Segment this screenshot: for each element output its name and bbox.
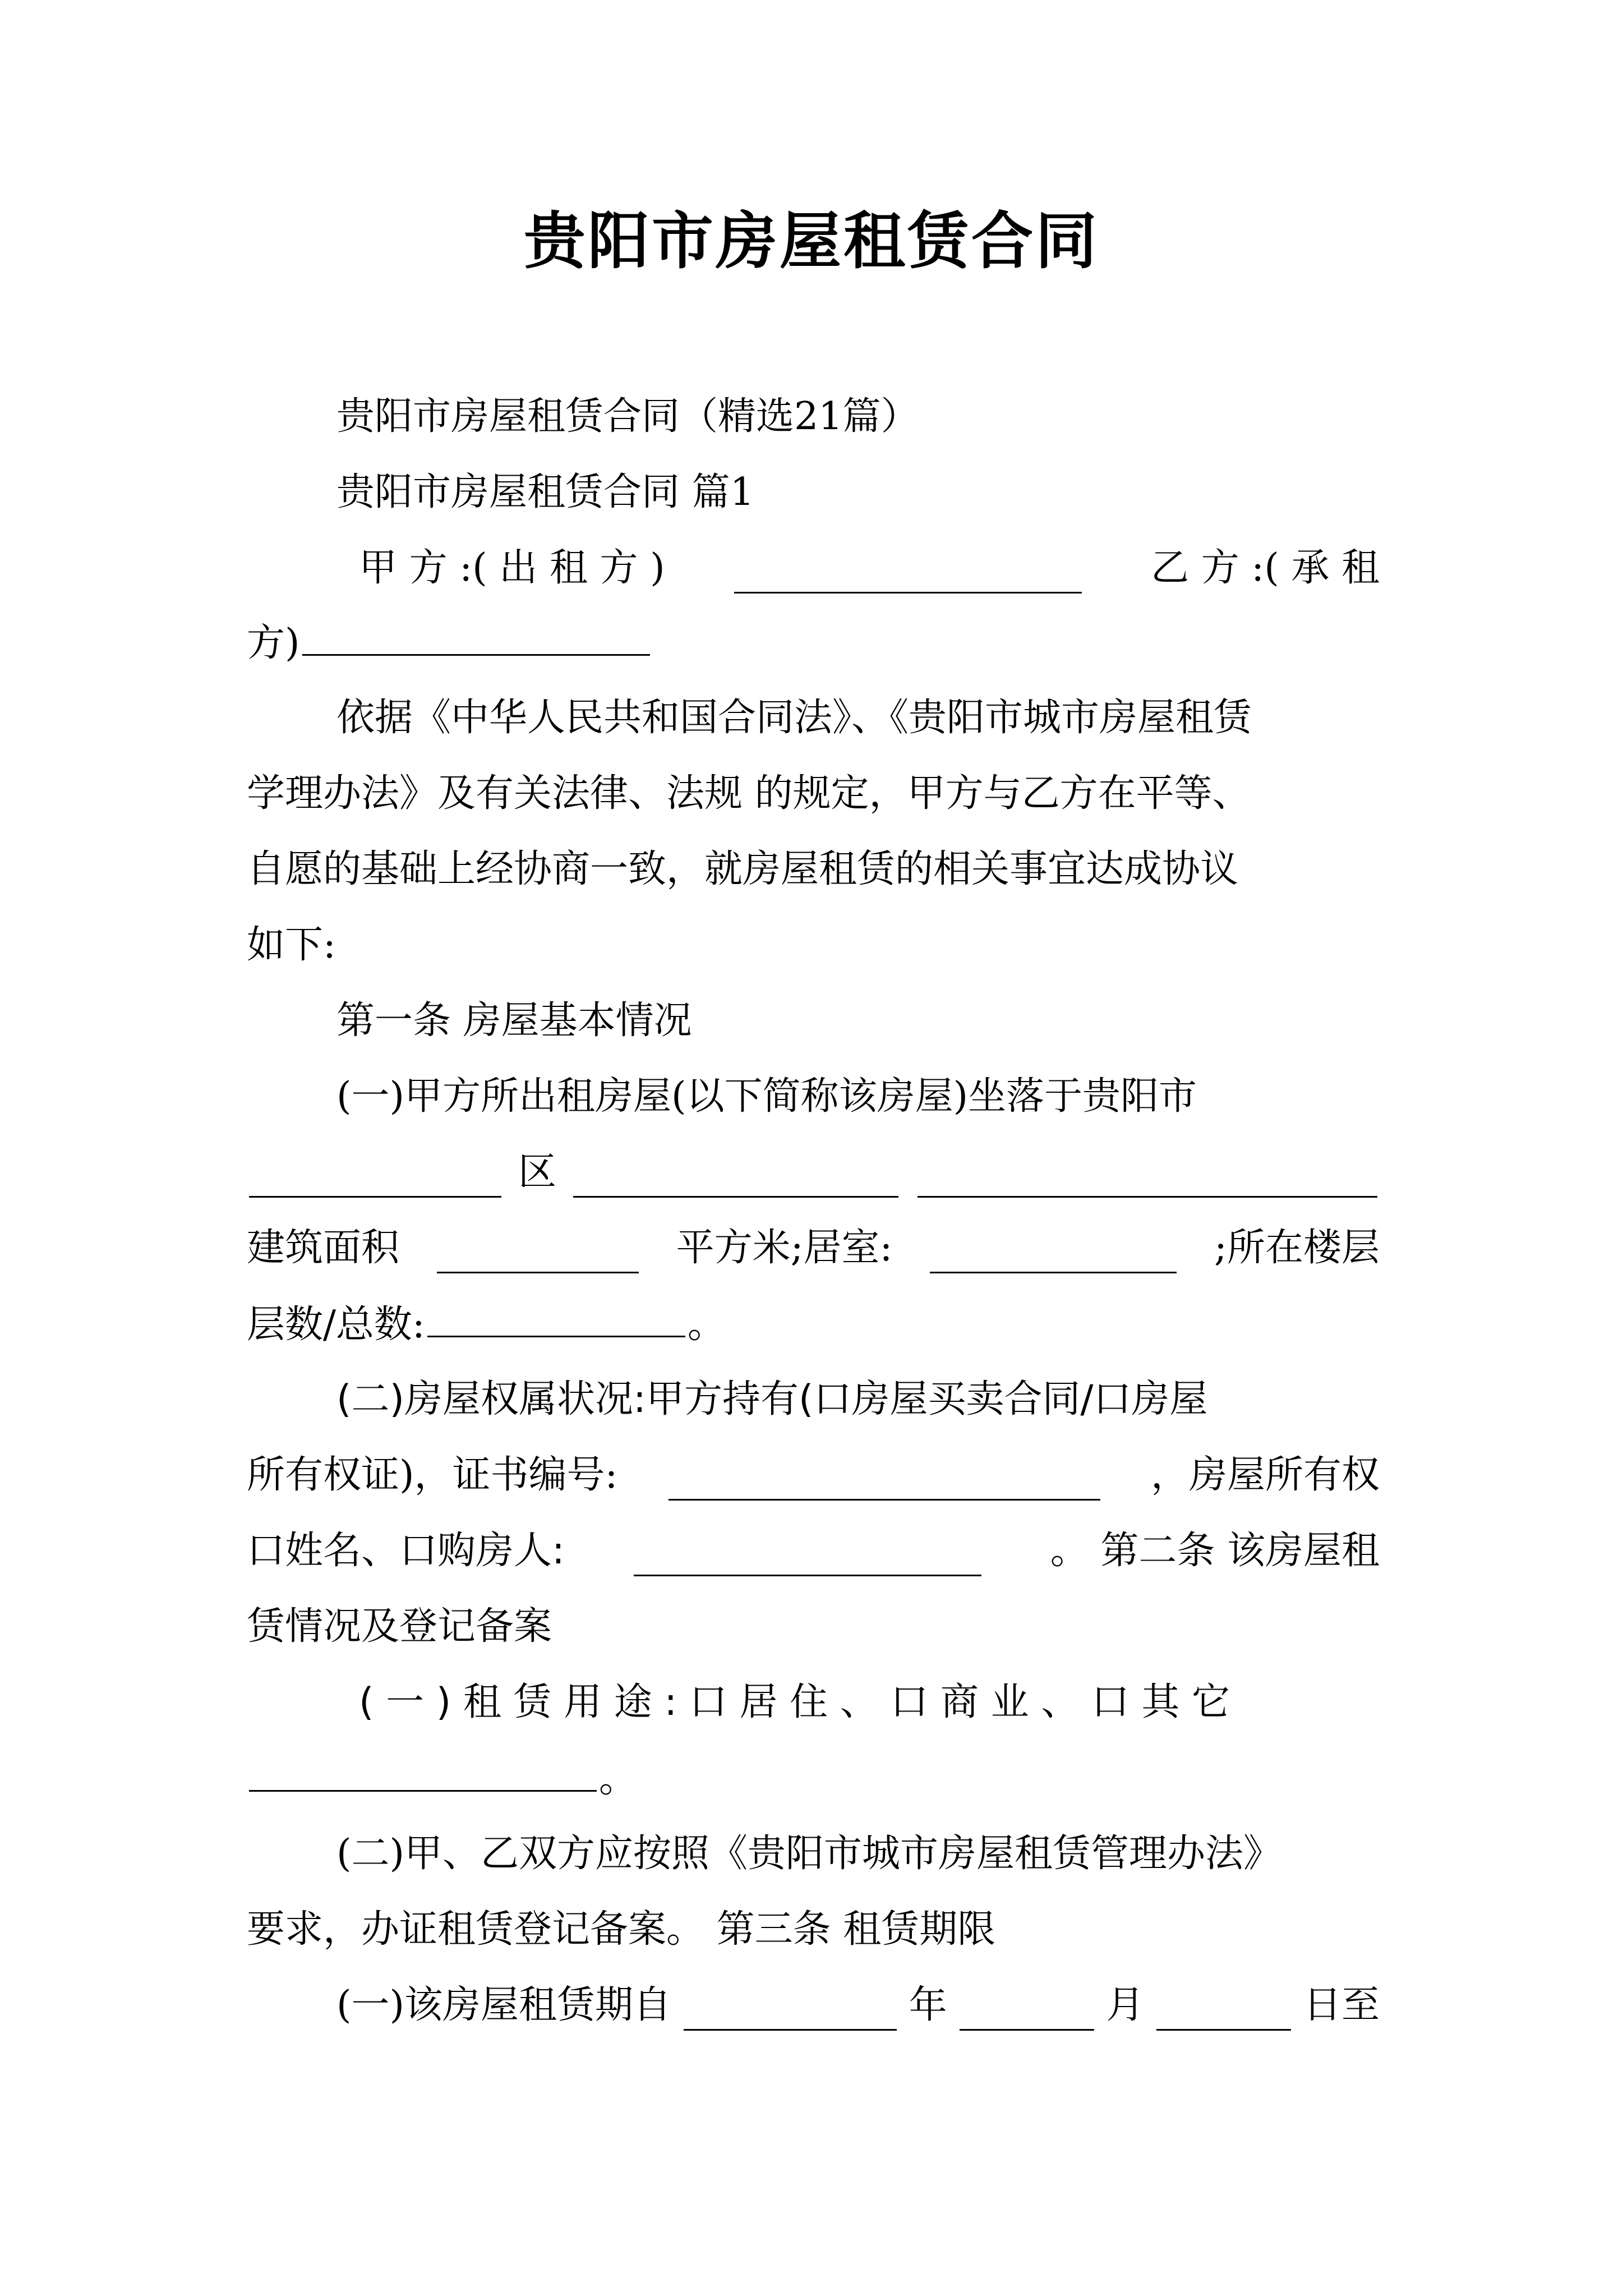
area-label: 建筑面积 — [247, 1226, 400, 1270]
cert-label: 所有权证)，证书编号: — [247, 1453, 618, 1497]
start-year-blank[interactable] — [684, 1992, 897, 2031]
parties-line-2 — [247, 617, 652, 668]
owner-name-blank[interactable] — [634, 1538, 981, 1576]
article-1-item-2-text: (二)房屋权属状况:甲方持有(口房屋买卖合同/口房屋 — [336, 1377, 1208, 1421]
party-b-label-cont: 方) — [247, 621, 300, 665]
article-2-heading-start: 。 第二条 该房屋租 — [1050, 1529, 1380, 1573]
preamble-line-3: 自愿的基础上经协商一致，就房屋租赁的相关事宜达成协议 — [247, 847, 1239, 891]
other-use-blank[interactable] — [249, 1753, 597, 1792]
floors-total-label: 层数/总数: — [247, 1303, 425, 1347]
article-2-item-1-line-2 — [247, 1753, 637, 1803]
cert-number-blank[interactable] — [668, 1462, 1100, 1501]
article-1-item-1-address-line — [247, 1147, 1380, 1198]
subtitle: 贵阳市房屋租赁合同（精选21篇） — [336, 394, 919, 439]
area-blank[interactable] — [437, 1235, 639, 1273]
article-1-item-2-cert-line — [247, 1450, 1380, 1501]
floors-end: 。 — [687, 1303, 726, 1347]
party-b-blank[interactable] — [302, 617, 650, 656]
section-heading: 贵阳市房屋租赁合同 篇1 — [336, 470, 754, 514]
article-1-item-2-name-line — [247, 1526, 1380, 1576]
article-1-item-2-line-1 — [336, 1374, 1207, 1425]
article-2-item-1-line-1 — [359, 1677, 1380, 1728]
district-label: 区 — [518, 1150, 556, 1194]
parties-line — [359, 543, 1380, 593]
other-use-end: 。 — [599, 1757, 638, 1801]
article-1-item-1-area-line — [247, 1223, 1380, 1273]
floor-label: ;所在楼层 — [1214, 1226, 1380, 1270]
party-a-blank[interactable] — [734, 555, 1082, 593]
article-2-item-2-line-2: 要求，办证租赁登记备案。 第三条 租赁期限 — [247, 1907, 996, 1952]
article-1-heading: 第一条 房屋基本情况 — [336, 999, 692, 1043]
owner-name-label: 口姓名、口购房人: — [247, 1529, 565, 1573]
preamble-line-1: 依据《中华人民共和国合同法》、《贵阳市城市房屋租赁 — [336, 696, 1252, 740]
start-month-blank[interactable] — [960, 1992, 1094, 2031]
article-3-item-1-line — [336, 1980, 1380, 2031]
owner-label: ，房屋所有权 — [1150, 1453, 1380, 1497]
article-2-heading-cont: 赁情况及登记备案 — [247, 1604, 552, 1649]
party-b-label: 乙 方 :( 承 租 — [1151, 546, 1380, 590]
document-title: 贵阳市房屋租赁合同 — [524, 205, 1099, 277]
area-unit-label: 平方米;居室: — [676, 1226, 893, 1270]
day-to-label: 日至 — [1303, 1983, 1380, 2027]
start-day-blank[interactable] — [1156, 1992, 1291, 2031]
district-blank[interactable] — [573, 1159, 898, 1198]
article-1-item-1-line-1: (一)甲方所出租房屋(以下简称该房屋)坐落于贵阳市 — [336, 1074, 1197, 1119]
lease-term-label: (一)该房屋租赁期自 — [336, 1983, 672, 2027]
preamble-line-4: 如下: — [247, 923, 336, 967]
lease-use-options: ( 一 ) 租 赁 用 途 : 口 居 住 、 口 商 业 、 口 其 它 — [359, 1680, 1230, 1724]
party-a-label: 甲 方 :( 出 租 方 ) — [359, 546, 665, 590]
month-label: 月 — [1106, 1983, 1145, 2027]
rooms-blank[interactable] — [930, 1235, 1177, 1273]
preamble-line-2: 学理办法》及有关法律、法规 的规定，甲方与乙方在平等、 — [247, 771, 1251, 816]
city-blank[interactable] — [249, 1159, 501, 1198]
year-label: 年 — [909, 1983, 947, 2027]
address-blank[interactable] — [917, 1159, 1377, 1198]
article-1-item-1-floors-line — [247, 1299, 726, 1349]
article-2-item-2-line-1: (二)甲、乙双方应按照《贵阳市城市房屋租赁管理办法》 — [336, 1832, 1282, 1876]
floors-blank[interactable] — [427, 1299, 685, 1337]
